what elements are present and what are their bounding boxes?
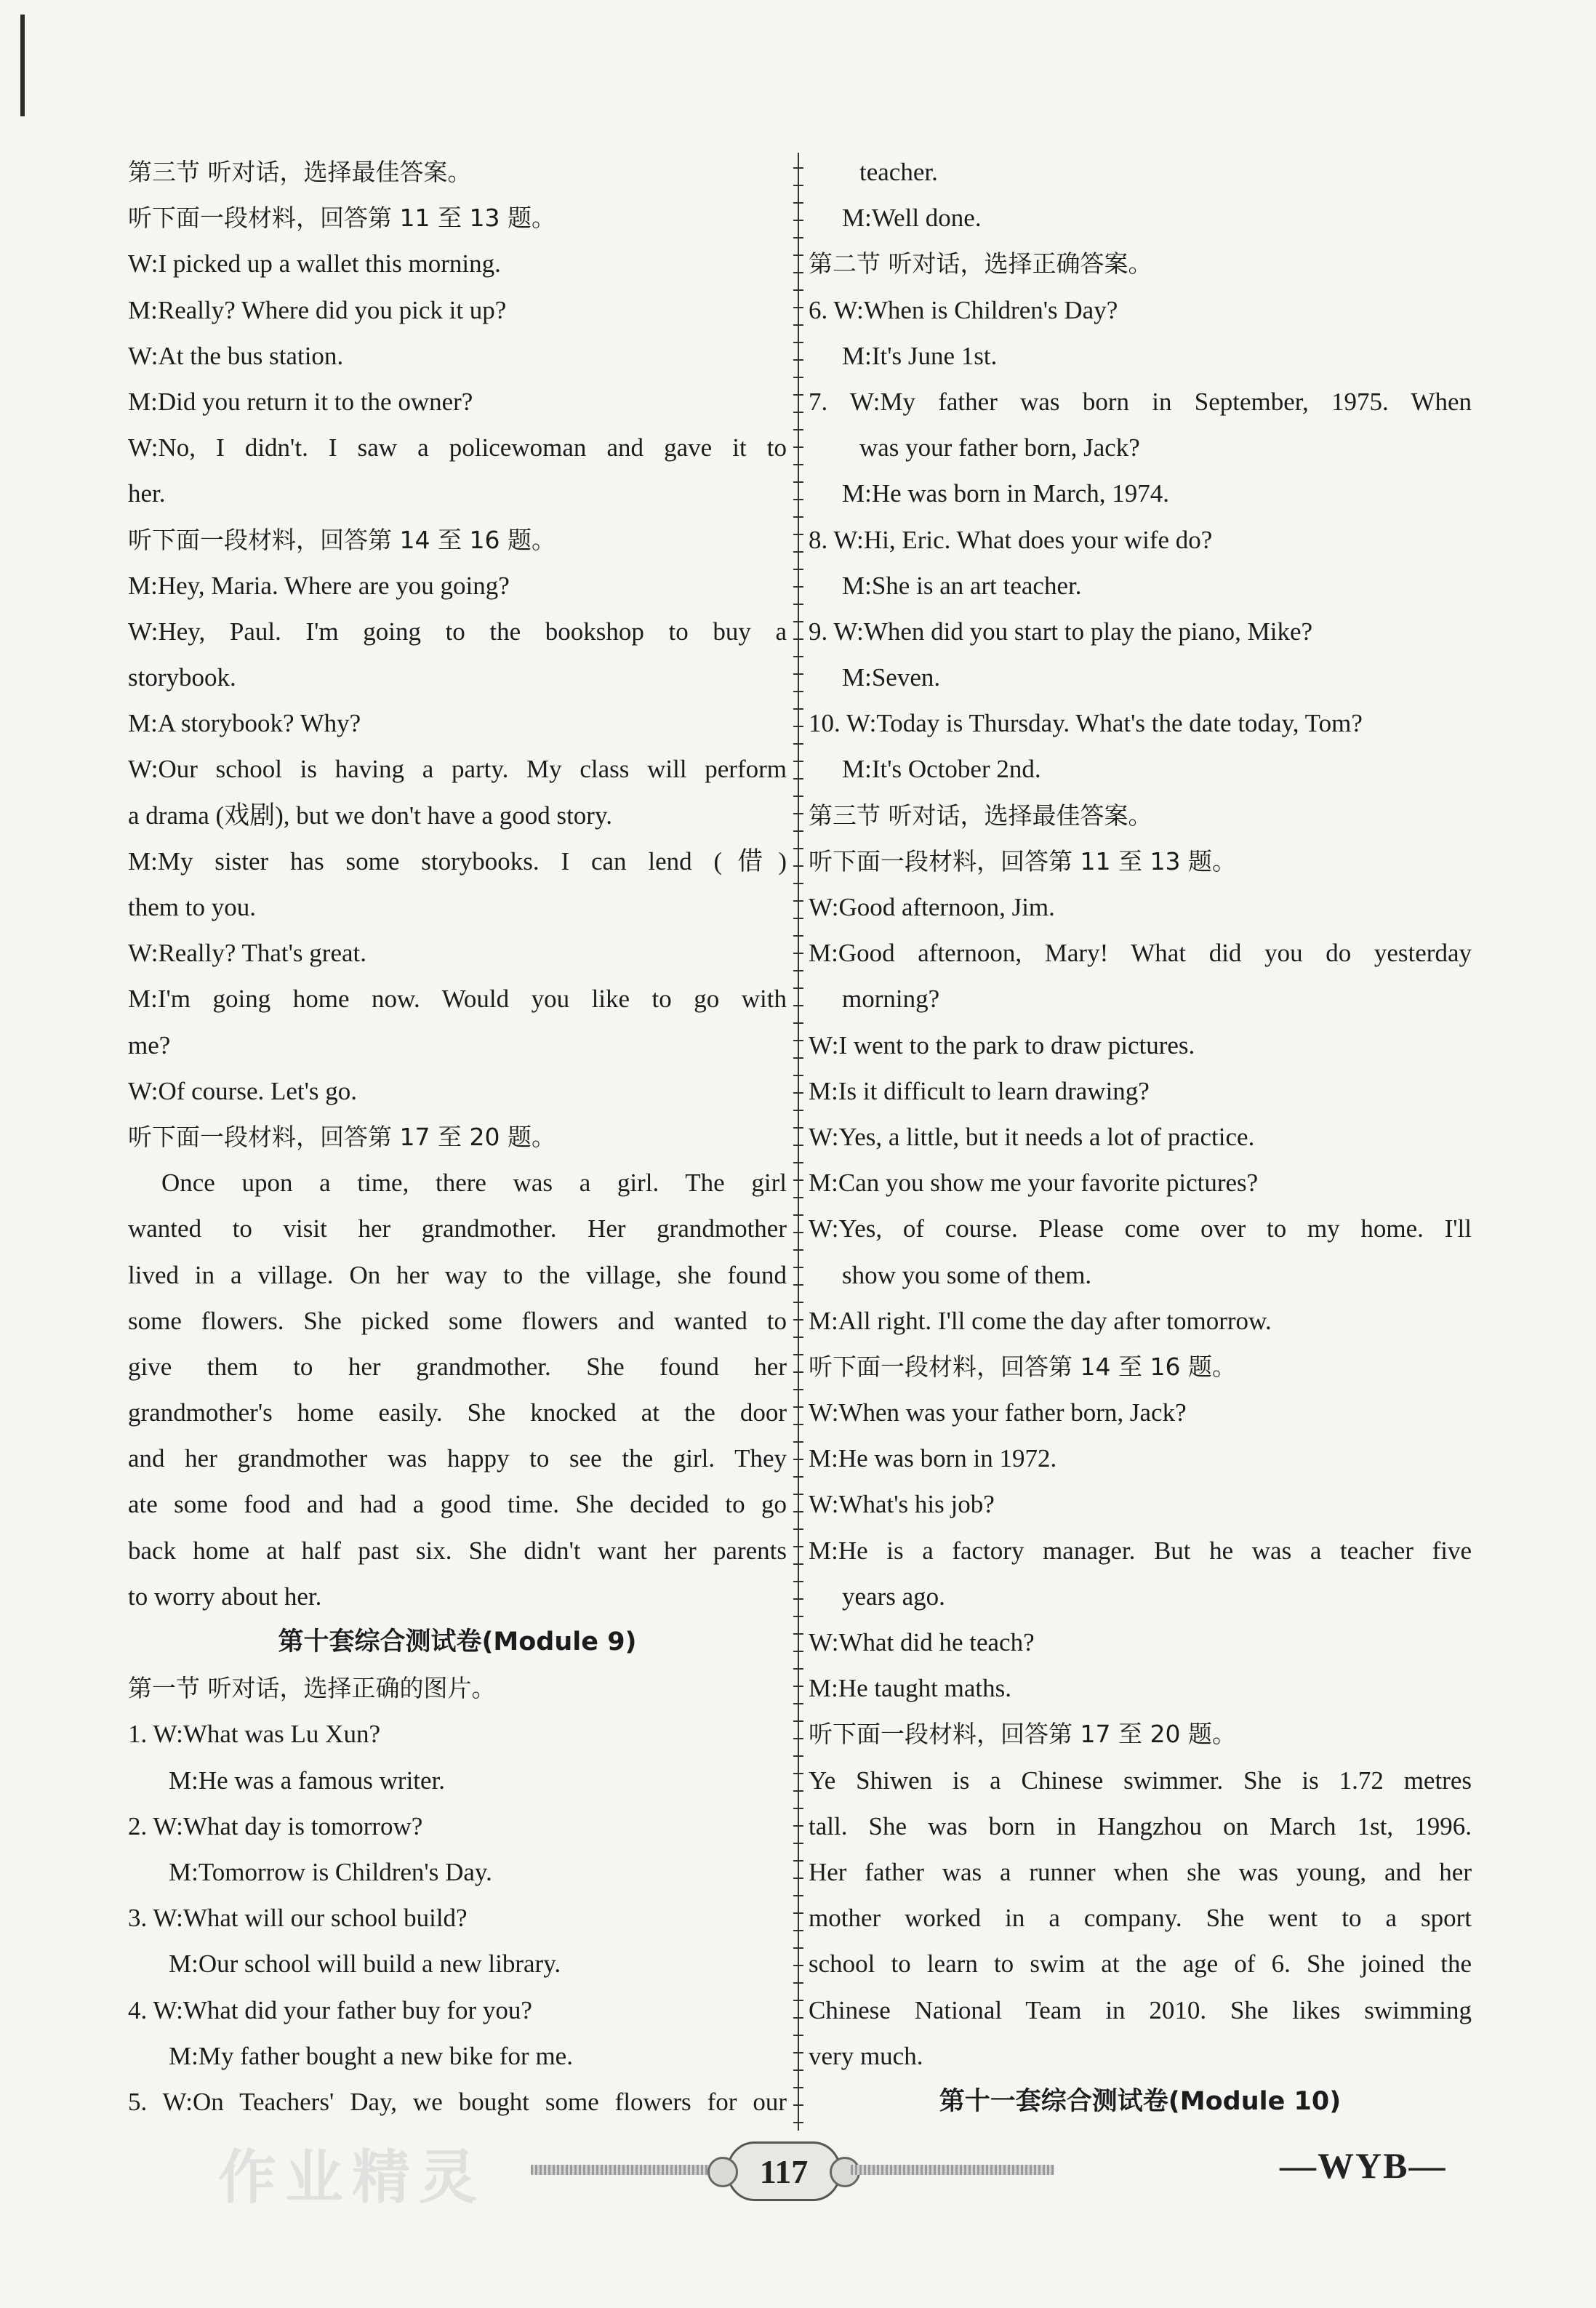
divider-tick	[793, 551, 803, 553]
page-number: 117	[759, 2152, 809, 2190]
divider-tick	[793, 394, 803, 396]
passage-line: some flowers. She picked some flowers and wanted to	[128, 1306, 787, 1335]
divider-tick	[793, 691, 803, 692]
dialogue-line: W:Of course. Let's go.	[128, 1076, 358, 1105]
divider-tick	[793, 1790, 803, 1792]
passage-line: Ye Shiwen is a Chinese swimmer. She is 1.72 metres	[809, 1766, 1472, 1795]
dialogue-line: W:When was your father born, Jack?	[809, 1398, 1187, 1427]
divider-tick	[793, 1092, 803, 1094]
section-heading: 第三节 听对话，选择最佳答案。	[128, 158, 472, 186]
divider-tick	[793, 2087, 803, 2088]
answer-line: M:He was born in March, 1974.	[842, 479, 1170, 508]
divider-tick	[793, 1145, 803, 1146]
divider-tick	[793, 307, 803, 308]
divider-tick	[793, 604, 803, 605]
divider-tick	[793, 1459, 803, 1460]
dialogue-line: M:Can you show me your favorite pictures?	[809, 1169, 1259, 1198]
divider-tick	[793, 1528, 803, 1530]
divider-tick	[793, 970, 803, 971]
passage-line: Chinese National Team in 2010. She likes swimming	[809, 1995, 1472, 2024]
divider-tick	[793, 1878, 803, 1879]
dialogue-line: M:Well done.	[842, 204, 982, 233]
divider-tick	[793, 2122, 803, 2123]
footer-bar-right	[851, 2165, 1054, 2175]
divider-tick	[793, 1179, 803, 1181]
divider-tick	[793, 1965, 803, 1966]
dialogue-line: M:Is it difficult to learn drawing?	[809, 1076, 1150, 1105]
divider-tick	[793, 1162, 803, 1163]
dialogue-line: W:Yes, of course. Please come over to my home. I'll	[809, 1214, 1472, 1243]
divider-tick	[793, 359, 803, 361]
divider-tick	[793, 1511, 803, 1512]
question-line: 7. W:My father was born in September, 1975. When	[809, 387, 1472, 416]
divider-tick	[793, 621, 803, 622]
divider-tick	[793, 1424, 803, 1425]
passage-line: Once upon a time, there was a girl. The girl	[161, 1169, 787, 1198]
divider-tick	[793, 1651, 803, 1652]
divider-tick	[793, 255, 803, 256]
divider-tick	[793, 638, 803, 640]
divider-tick	[793, 1616, 803, 1617]
dialogue-line: morning?	[842, 985, 940, 1014]
divider-tick	[793, 1127, 803, 1129]
divider-tick	[793, 289, 803, 291]
left-column	[128, 149, 787, 2125]
dialogue-line: them to you.	[128, 893, 256, 921]
dialogue-line: years ago.	[842, 1582, 945, 1611]
dialogue-line: M:My sister has some storybooks. I can lend (借)	[128, 846, 787, 875]
divider-tick	[793, 1302, 803, 1303]
divider-tick	[793, 1808, 803, 1809]
section-instruction: 听下面一段材料，回答第 11 至 13 题。	[128, 204, 556, 233]
divider-tick	[793, 1947, 803, 1949]
divider-tick	[793, 586, 803, 588]
passage-line: wanted to visit her grandmother. Her grandmother	[128, 1214, 787, 1243]
answer-line: M:My father bought a new bike for me.	[169, 2041, 573, 2070]
divider-tick	[793, 1319, 803, 1321]
divider-tick	[793, 1494, 803, 1495]
divider-tick	[793, 1040, 803, 1041]
section-instruction: 听下面一段材料，回答第 17 至 20 题。	[809, 1720, 1236, 1749]
divider-tick	[793, 1668, 803, 1670]
divider-tick	[793, 1720, 803, 1722]
divider-tick	[793, 1895, 803, 1896]
question-line: 9. W:When did you start to play the piano, Mike?	[809, 617, 1313, 646]
divider-tick	[793, 324, 803, 326]
page-footer	[0, 2134, 1596, 2221]
divider-tick	[793, 830, 803, 832]
divider-tick	[793, 2104, 803, 2106]
dialogue-line: W:Good afternoon, Jim.	[809, 893, 1055, 921]
divider-tick	[793, 1598, 803, 1600]
footer-bar-left	[531, 2165, 713, 2175]
divider-tick	[793, 377, 803, 378]
dialogue-line: a drama (戏剧), but we don't have a good story.	[128, 801, 612, 830]
passage-line: school to learn to swim at the age of 6. She joined the	[809, 1950, 1472, 1979]
question-line: 5. W:On Teachers' Day, we bought some flowers for our	[128, 2087, 787, 2116]
divider-tick	[793, 848, 803, 849]
divider-tick	[793, 1930, 803, 1931]
dialogue-line: M:A storybook? Why?	[128, 709, 361, 738]
divider-tick	[793, 1912, 803, 1914]
divider-tick	[793, 813, 803, 814]
divider-tick	[793, 1214, 803, 1216]
divider-tick	[793, 1843, 803, 1844]
divider-tick	[793, 900, 803, 902]
divider-tick	[793, 342, 803, 343]
divider-tick	[793, 412, 803, 413]
divider-tick	[793, 2069, 803, 2071]
question-line: 1. W:What was Lu Xun?	[128, 1720, 380, 1749]
dialogue-line: show you some of them.	[842, 1260, 1092, 1289]
divider-tick	[793, 1860, 803, 1862]
passage-line: and her grandmother was happy to see the girl. They	[128, 1444, 787, 1473]
divider-tick	[793, 1406, 803, 1408]
section-instruction: 听下面一段材料，回答第 14 至 16 题。	[809, 1352, 1236, 1381]
divider-tick	[793, 1354, 803, 1355]
watermark-stamp: 作业精灵	[218, 2144, 486, 2211]
dialogue-line: her.	[128, 479, 166, 508]
dialogue-line: W:Hey, Paul. I'm going to the bookshop to buy a	[128, 617, 787, 646]
divider-tick	[793, 656, 803, 657]
passage-line: mother worked in a company. She went to a sport	[809, 1904, 1472, 1933]
dialogue-line: M:I'm going home now. Would you like to go with	[128, 985, 787, 1014]
question-line: was your father born, Jack?	[859, 433, 1140, 462]
divider-tick	[793, 2000, 803, 2001]
divider-tick	[793, 796, 803, 797]
divider-tick	[793, 883, 803, 884]
divider-tick	[793, 1110, 803, 1111]
passage-line: back home at half past six. She didn't want her parents	[128, 1536, 787, 1565]
divider-tick	[793, 1686, 803, 1687]
dialogue-line: M:Hey, Maria. Where are you going?	[128, 571, 510, 600]
divider-tick	[793, 429, 803, 430]
dialogue-line: M:Really? Where did you pick it up?	[128, 295, 507, 324]
divider-tick	[793, 516, 803, 518]
divider-tick	[793, 778, 803, 780]
divider-tick	[793, 534, 803, 535]
dialogue-line: M:He taught maths.	[809, 1674, 1011, 1703]
section-instruction: 听下面一段材料，回答第 14 至 16 题。	[128, 525, 556, 554]
answer-line: M:It's October 2nd.	[842, 755, 1041, 784]
question-line: 6. W:When is Children's Day?	[809, 295, 1118, 324]
section-heading: 第二节 听对话，选择正确答案。	[809, 249, 1152, 279]
divider-tick	[793, 1546, 803, 1547]
passage-line: very much.	[809, 2041, 923, 2070]
divider-tick	[793, 569, 803, 570]
test-title: 第十套综合测试卷(Module 9)	[278, 1627, 637, 1656]
divider-tick	[793, 1197, 803, 1198]
divider-tick	[793, 2035, 803, 2036]
right-column	[809, 149, 1472, 2125]
divider-tick	[793, 1075, 803, 1076]
divider-tick	[793, 2017, 803, 2019]
dialogue-line: W:I picked up a wallet this morning.	[128, 249, 501, 279]
divider-tick	[793, 743, 803, 745]
dialogue-line: me?	[128, 1030, 171, 1059]
divider-tick	[793, 726, 803, 727]
passage-line: give them to her grandmother. She found her	[128, 1352, 787, 1381]
section-instruction: 听下面一段材料，回答第 11 至 13 题。	[809, 846, 1236, 875]
divider-tick	[793, 1738, 803, 1739]
divider-tick	[793, 1633, 803, 1635]
divider-tick	[793, 237, 803, 239]
divider-tick	[793, 1476, 803, 1478]
divider-tick	[793, 1249, 803, 1251]
divider-tick	[793, 481, 803, 483]
dialogue-line: M:Did you return it to the owner?	[128, 387, 473, 416]
dialogue-line: M:He is a factory manager. But he was a teacher five	[809, 1536, 1472, 1565]
dialogue-line: W:Our school is having a party. My class will perform	[128, 755, 787, 784]
passage-line: to worry about her.	[128, 1582, 322, 1611]
dialogue-line: W:What's his job?	[809, 1490, 995, 1519]
answer-line: M:Our school will build a new library.	[169, 1950, 561, 1979]
divider-tick	[793, 953, 803, 954]
divider-tick	[793, 865, 803, 867]
section-heading: 第一节 听对话，选择正确的图片。	[128, 1674, 496, 1703]
divider-tick	[793, 1022, 803, 1024]
divider-tick	[793, 1057, 803, 1059]
page-number-badge	[727, 2141, 841, 2201]
divider-tick	[793, 1581, 803, 1582]
answer-line: M:He was a famous writer.	[169, 1766, 446, 1795]
test-title: 第十一套综合测试卷(Module 10)	[939, 2086, 1342, 2116]
section-instruction: 听下面一段材料，回答第 17 至 20 题。	[128, 1122, 556, 1151]
divider-tick	[793, 761, 803, 762]
divider-tick	[793, 1773, 803, 1774]
divider-tick	[793, 1389, 803, 1390]
answer-line: M:She is an art teacher.	[842, 571, 1082, 600]
divider-tick	[793, 673, 803, 675]
divider-tick	[793, 1703, 803, 1704]
dialogue-line: W:No, I didn't. I saw a policewoman and gave it to	[128, 433, 787, 462]
divider-tick	[793, 1982, 803, 1984]
divider-tick	[793, 1267, 803, 1268]
divider-tick	[793, 918, 803, 919]
passage-line: tall. She was born in Hangzhou on March 1st, 1996.	[809, 1811, 1472, 1840]
divider-tick	[793, 1284, 803, 1286]
dialogue-line: M:Good afternoon, Mary! What did you do yesterday	[809, 939, 1472, 968]
dialogue-line: W:What did he teach?	[809, 1628, 1035, 1656]
divider-tick	[793, 1337, 803, 1338]
answer-line: M:Seven.	[842, 663, 941, 692]
divider-tick	[793, 167, 803, 169]
divider-tick	[793, 1755, 803, 1757]
answer-line: M:Tomorrow is Children's Day.	[169, 1857, 492, 1886]
divider-tick	[793, 464, 803, 465]
dialogue-line: M:He was born in 1972.	[809, 1444, 1057, 1473]
divider-tick	[793, 935, 803, 937]
divider-tick	[793, 272, 803, 273]
passage-line: Her father was a runner when she was young, and her	[809, 1857, 1472, 1886]
divider-tick	[793, 1563, 803, 1565]
answer-line: M:It's June 1st.	[842, 341, 998, 370]
dialogue-line: M:All right. I'll come the day after tomorrow.	[809, 1306, 1272, 1335]
dialogue-line: storybook.	[128, 663, 236, 692]
divider-tick	[793, 202, 803, 204]
section-heading: 第三节 听对话，选择最佳答案。	[809, 801, 1152, 830]
question-line: 3. W:What will our school build?	[128, 1904, 468, 1933]
question-line: 10. W:Today is Thursday. What's the date today, Tom?	[809, 709, 1363, 738]
divider-tick	[793, 446, 803, 448]
divider-tick	[793, 987, 803, 989]
dialogue-line: W:At the bus station.	[128, 341, 344, 370]
divider-tick	[793, 1232, 803, 1233]
dialogue-line: W:Yes, a little, but it needs a lot of practice.	[809, 1122, 1255, 1151]
column-divider	[798, 153, 799, 2131]
divider-tick	[793, 220, 803, 221]
question-line: 2. W:What day is tomorrow?	[128, 1811, 423, 1840]
divider-tick	[793, 1441, 803, 1443]
divider-tick	[793, 185, 803, 186]
question-line: 8. W:Hi, Eric. What does your wife do?	[809, 525, 1213, 554]
passage-line: grandmother's home easily. She knocked at the door	[128, 1398, 787, 1427]
dialogue-line: W:I went to the park to draw pictures.	[809, 1030, 1195, 1059]
divider-tick	[793, 1371, 803, 1373]
passage-line: lived in a village. On her way to the village, she found	[128, 1260, 787, 1289]
divider-tick	[793, 499, 803, 500]
passage-line: ate some food and had a good time. She decided to go	[128, 1490, 787, 1519]
page-edge-mark	[20, 15, 25, 116]
divider-tick	[793, 1005, 803, 1006]
divider-tick	[793, 1825, 803, 1827]
divider-tick	[793, 2052, 803, 2053]
question-line: 4. W:What did your father buy for you?	[128, 1995, 532, 2024]
dialogue-line: teacher.	[859, 158, 938, 186]
dialogue-line: W:Really? That's great.	[128, 939, 366, 968]
brand-mark: —WYB—	[1280, 2145, 1447, 2186]
divider-tick	[793, 708, 803, 710]
